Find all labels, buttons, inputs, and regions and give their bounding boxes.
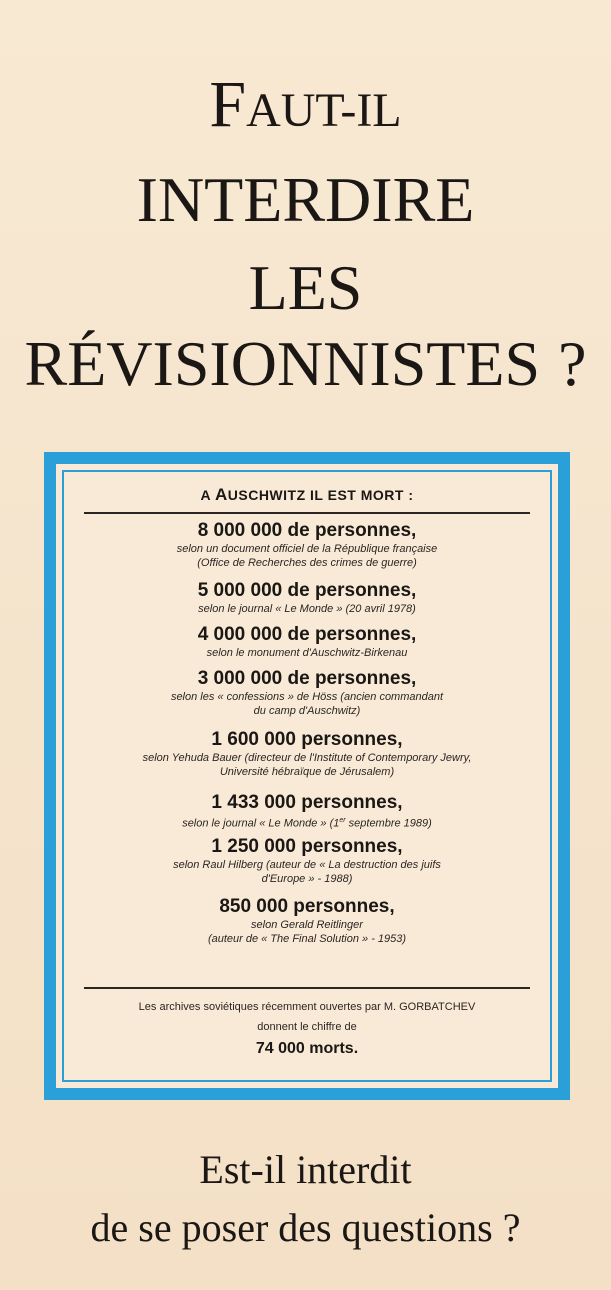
- footer-line-2: donnent le chiffre de: [257, 1021, 357, 1033]
- death-count-source: selon les « confessions » de Höss (ancien commandant: [170, 691, 444, 703]
- death-count-source: selon Raul Hilberg (auteur de « La destruction des juifs: [173, 859, 441, 871]
- death-count-figure: 5 000 000 de personnes,: [197, 580, 417, 601]
- death-count-source: selon Yehuda Bauer (directeur de l'Institute of Contemporary Jewry,: [142, 752, 472, 764]
- source-text: septembre 1989): [345, 817, 432, 830]
- death-count-source: Université hébraïque de Jérusalem): [219, 766, 395, 778]
- title-question-mark: ?: [558, 328, 587, 399]
- death-count-entry: [64, 624, 550, 660]
- box-heading-rest: USCHWITZ IL EST MORT :: [227, 487, 414, 503]
- box-heading: [64, 485, 550, 505]
- death-count-figure: 4 000 000 de personnes,: [197, 624, 417, 645]
- death-count-source: du camp d'Auschwitz): [253, 705, 361, 717]
- title-line-1-rest: AUT-IL: [246, 84, 402, 137]
- death-count-source: d'Europe » - 1988): [261, 873, 353, 885]
- death-count-figure: 1 250 000 personnes,: [211, 836, 403, 857]
- title-line-4: [0, 328, 611, 399]
- bottom-question-line-2: de se poser des questions ?: [90, 1205, 521, 1250]
- top-divider: [84, 512, 530, 514]
- death-count-source: selon un document officiel de la République française: [176, 543, 438, 555]
- bottom-question-line-1: Est-il interdit: [199, 1147, 412, 1192]
- info-box-frame: [44, 452, 570, 1100]
- death-count-figure: 850 000 personnes,: [219, 896, 395, 917]
- death-count-source: selon le monument d'Auschwitz-Birkenau: [206, 647, 408, 659]
- death-count-source: (auteur de « The Final Solution » - 1953): [207, 933, 407, 945]
- death-count-entry: [64, 896, 550, 946]
- death-count-figure: 1 600 000 personnes,: [211, 729, 403, 750]
- box-heading-initial-a: A: [200, 487, 215, 503]
- death-count-figure: 3 000 000 de personnes,: [197, 668, 417, 689]
- death-count-source: selon Gerald Reitlinger: [251, 919, 363, 931]
- footer-line-1: Les archives soviétiques récemment ouvertes par M. GORBATCHEV: [138, 1001, 476, 1013]
- death-count-source: selon le journal « Le Monde » (20 avril 1978): [198, 603, 416, 615]
- death-count-figure: 1 433 000 personnes,: [211, 792, 403, 813]
- source-text: selon le journal « Le Monde » (1: [182, 817, 340, 830]
- death-count-source: (Office de Recherches des crimes de guerre): [197, 557, 417, 569]
- ordinal-superscript: er: [339, 817, 346, 824]
- death-count-entry: [64, 668, 550, 718]
- death-count-entry: [64, 836, 550, 886]
- death-count-entry: [64, 729, 550, 779]
- title-line-1: [0, 68, 611, 141]
- box-heading-initial: A: [214, 485, 228, 504]
- info-box-content: [64, 472, 550, 1080]
- death-count-figure: 8 000 000 de personnes,: [197, 520, 417, 541]
- title-line-4-word: RÉVISIONNISTES: [24, 328, 541, 399]
- title-line-3: LES: [248, 252, 363, 323]
- info-box: [56, 464, 558, 1088]
- death-count-entry: [64, 520, 550, 570]
- bottom-divider: [84, 987, 530, 989]
- footer-total: 74 000 morts.: [255, 1040, 359, 1057]
- death-count-entry: [64, 580, 550, 616]
- death-count-source: [64, 814, 550, 831]
- title-initial: F: [209, 68, 247, 141]
- death-count-entry: [64, 792, 550, 831]
- title-line-2: INTERDIRE: [136, 164, 475, 235]
